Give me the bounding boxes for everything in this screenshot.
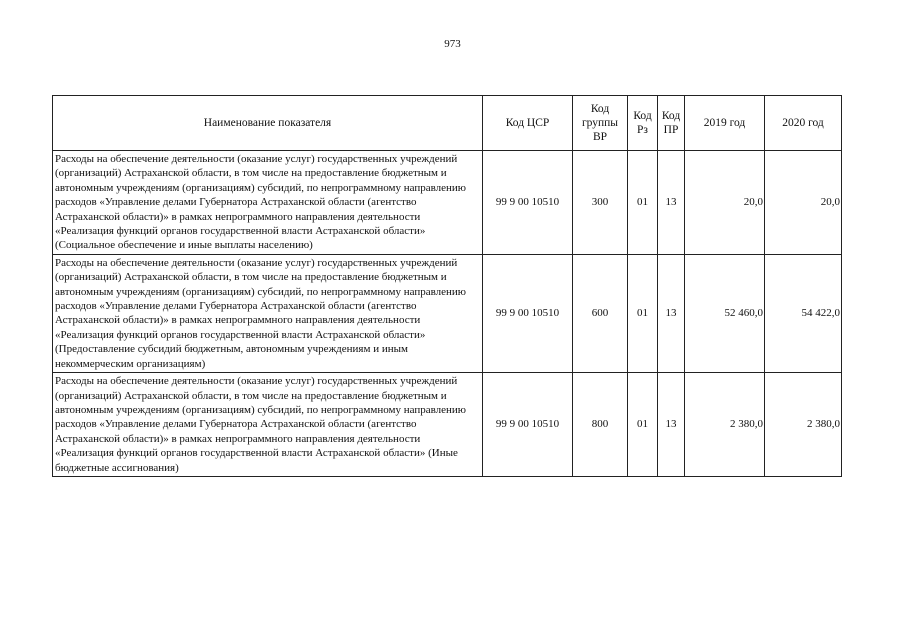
row-rz: 01 bbox=[628, 254, 658, 372]
table-header-row bbox=[53, 96, 842, 151]
header-2019: 2019 год bbox=[685, 96, 765, 151]
budget-table bbox=[52, 95, 842, 477]
table-row bbox=[53, 254, 842, 372]
row-rz: 01 bbox=[628, 373, 658, 477]
table-row bbox=[53, 373, 842, 477]
header-pr: Код ПР bbox=[658, 96, 685, 151]
row-2020: 2 380,0 bbox=[765, 373, 842, 477]
page-number: 973 bbox=[444, 38, 461, 50]
row-2019: 2 380,0 bbox=[685, 373, 765, 477]
row-vr: 800 bbox=[573, 373, 628, 477]
row-2020: 54 422,0 bbox=[765, 254, 842, 372]
row-rz: 01 bbox=[628, 151, 658, 255]
header-2020: 2020 год bbox=[765, 96, 842, 151]
row-vr: 600 bbox=[573, 254, 628, 372]
header-name: Наименование показателя bbox=[53, 96, 483, 151]
row-pr: 13 bbox=[658, 151, 685, 255]
row-2020: 20,0 bbox=[765, 151, 842, 255]
row-vr: 300 bbox=[573, 151, 628, 255]
header-rz: Код Рз bbox=[628, 96, 658, 151]
header-vr: Код группы ВР bbox=[573, 96, 628, 151]
row-csr: 99 9 00 10510 bbox=[483, 254, 573, 372]
row-csr: 99 9 00 10510 bbox=[483, 151, 573, 255]
row-pr: 13 bbox=[658, 373, 685, 477]
row-csr: 99 9 00 10510 bbox=[483, 373, 573, 477]
row-name: Расходы на обеспечение деятельности (оказание услуг) государственных учреждений (организаций) Астраханской области, в том числе на предоставление бюджетным и автономным учреждениям (организациям) субсидий, по непрограммному направлению расходов «Управление делами Губернатора Астраханской области (агентство Астраханской области)» в рамках непрограммного направления деятельности «Реализация функций органов государственной власти Астраханской области» (Предоставление субсидий бюджетным, автономным учреждениям и иным некоммерческим организациям) bbox=[53, 254, 483, 372]
row-pr: 13 bbox=[658, 254, 685, 372]
row-2019: 52 460,0 bbox=[685, 254, 765, 372]
row-2019: 20,0 bbox=[685, 151, 765, 255]
table-row bbox=[53, 151, 842, 255]
header-csr: Код ЦСР bbox=[483, 96, 573, 151]
row-name: Расходы на обеспечение деятельности (оказание услуг) государственных учреждений (организаций) Астраханской области, в том числе на предоставление бюджетным и автономным учреждениям (организациям) субсидий, по непрограммному направлению расходов «Управление делами Губернатора Астраханской области (агентство Астраханской области)» в рамках непрограммного направления деятельности «Реализация функций органов государственной власти Астраханской области» (Социальное обеспечение и иные выплаты населению) bbox=[53, 151, 483, 255]
row-name: Расходы на обеспечение деятельности (оказание услуг) государственных учреждений (организаций) Астраханской области, в том числе на предоставление бюджетным и автономным учреждениям (организациям) субсидий, по непрограммному направлению расходов «Управление делами Губернатора Астраханской области (агентство Астраханской области)» в рамках непрограммного направления деятельности «Реализация функций органов государственной власти Астраханской области» (Иные бюджетные ассигнования) bbox=[53, 373, 483, 477]
